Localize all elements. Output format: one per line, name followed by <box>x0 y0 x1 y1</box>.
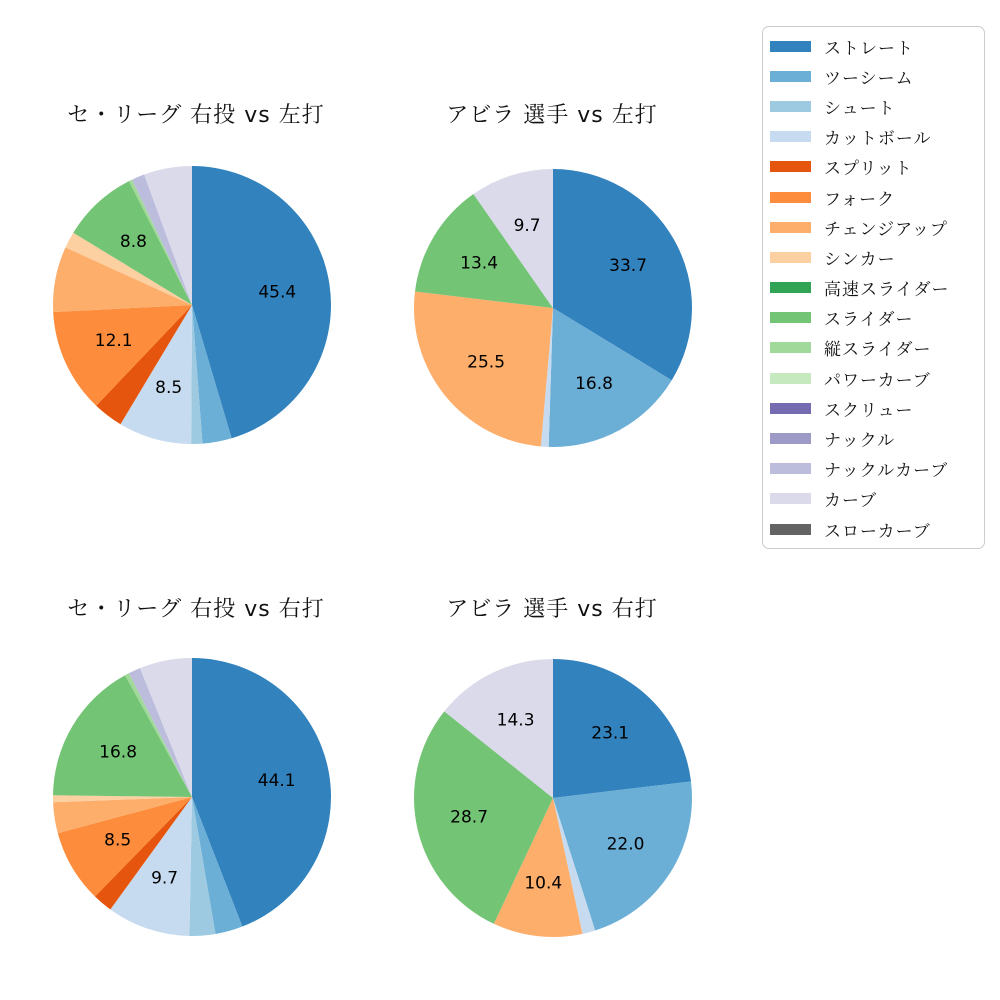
legend-label: スプリット <box>824 159 913 180</box>
slice-value-label: 12.1 <box>94 331 133 351</box>
legend-row <box>770 514 978 544</box>
legend-label: フォーク <box>824 189 896 210</box>
legend-label: ストレート <box>824 38 914 59</box>
legend-row <box>770 212 978 242</box>
legend-swatch <box>770 433 811 444</box>
slice-value-label: 23.1 <box>591 723 630 744</box>
slice-value-label: 22.0 <box>606 834 645 855</box>
legend-label: カットボール <box>824 129 932 150</box>
legend-row <box>770 393 978 423</box>
legend-label: ナックル <box>824 431 896 452</box>
legend-swatch <box>770 222 811 233</box>
slice-value-label: 8.5 <box>104 830 132 851</box>
legend-label: スクリュー <box>824 400 914 421</box>
legend-swatch <box>770 131 811 142</box>
legend-row <box>770 484 978 514</box>
legend-label: スライダー <box>824 310 914 331</box>
legend-swatch <box>770 252 811 263</box>
legend-swatch <box>770 403 811 414</box>
slice-value-label: 10.4 <box>524 873 563 894</box>
legend-row <box>770 273 978 303</box>
slice-value-label: 8.5 <box>155 378 183 398</box>
legend-label: スローカーブ <box>824 521 931 542</box>
slice-value-label: 8.8 <box>119 231 147 252</box>
legend-swatch <box>770 101 811 112</box>
pie-chart <box>413 168 693 448</box>
pie-chart <box>413 658 693 938</box>
legend-swatch <box>770 282 811 293</box>
legend-row <box>770 454 978 484</box>
slice-value-label: 33.7 <box>609 255 648 276</box>
slice-value-label: 16.8 <box>575 373 613 394</box>
legend-swatch <box>770 493 811 504</box>
legend-swatch <box>770 342 811 353</box>
legend-label: シュート <box>824 98 896 119</box>
slice-value-label: 9.7 <box>151 868 179 889</box>
legend-swatch <box>770 312 811 323</box>
legend-row <box>770 91 978 121</box>
legend-row <box>770 303 978 333</box>
slice-value-label: 13.4 <box>460 253 499 274</box>
pie-title: アビラ 選手 vs 右打 <box>446 597 658 622</box>
legend-row <box>770 363 978 393</box>
slice-value-label: 9.7 <box>513 215 541 236</box>
legend-swatch <box>770 373 811 384</box>
pie-title: セ・リーグ 右投 vs 右打 <box>67 597 325 622</box>
legend-label: ツーシーム <box>824 68 914 89</box>
legend-label: 高速スライダー <box>824 280 950 301</box>
legend-row <box>770 122 978 152</box>
legend-row <box>770 242 978 272</box>
legend-label: 縦スライダー <box>824 340 932 361</box>
pie-chart <box>52 165 332 445</box>
slice-value-label: 16.8 <box>99 742 138 763</box>
legend-label: パワーカーブ <box>824 370 931 391</box>
legend-row <box>770 152 978 182</box>
legend-row <box>770 182 978 212</box>
legend-label: チェンジアップ <box>824 219 948 240</box>
legend-row <box>770 31 978 61</box>
legend-row <box>770 423 978 453</box>
legend-row <box>770 333 978 363</box>
pie-title: アビラ 選手 vs 左打 <box>446 103 658 128</box>
legend-label: ナックルカーブ <box>824 461 949 482</box>
slice-value-label: 14.3 <box>496 710 535 731</box>
slice-value-label: 25.5 <box>467 352 506 373</box>
legend-label: カーブ <box>824 491 878 512</box>
slice-value-label: 28.7 <box>450 807 489 828</box>
slice-value-label: 45.4 <box>258 282 297 303</box>
legend <box>762 26 985 549</box>
legend-swatch <box>770 524 811 535</box>
legend-swatch <box>770 41 811 52</box>
pie-title: セ・リーグ 右投 vs 左打 <box>67 103 325 128</box>
legend-swatch <box>770 192 811 203</box>
legend-label: シンカー <box>824 249 896 270</box>
legend-row <box>770 61 978 91</box>
legend-swatch <box>770 463 811 474</box>
legend-swatch <box>770 71 811 82</box>
pie-chart <box>52 657 332 937</box>
legend-swatch <box>770 161 811 172</box>
slice-value-label: 44.1 <box>257 771 296 792</box>
